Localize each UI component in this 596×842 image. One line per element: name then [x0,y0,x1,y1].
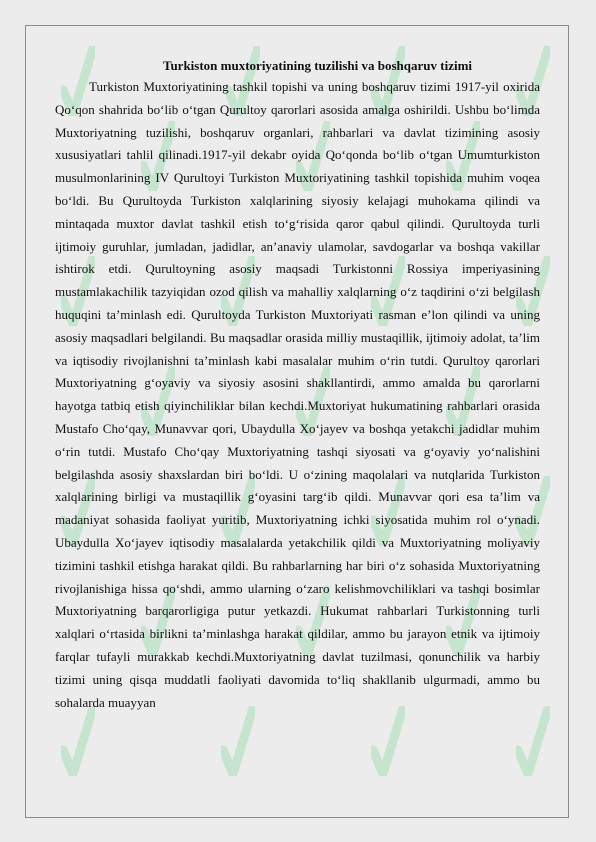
document-content [55,56,540,714]
checkmark-watermark-icon [61,706,95,776]
document-page [25,25,569,818]
checkmark-watermark-icon [371,706,405,776]
document-body-paragraph: Turkiston Muxtoriyatining tashkil topishi va uning boshqaruv tizimi 1917-yil oxirida Qo‘qon shahrida bo‘lib o‘tgan Qurultoy qarorlari asosida amalga oshirildi. Ushbu bo‘limda Muxtoriyatning tuzilishi, boshqaruv organlari, rahbarlari va davlat tizimining asosiy xususiyatlari tahlil qilinadi.1917-yil dekabr oyida Qo‘qonda bo‘lib o‘tgan Umumturkiston musulmonlarining IV Qurultoyi Turkiston Muxtoriyatining tashkil topishida muhim voqea bo‘ldi. Bu Qurultoyda Turkiston xalqlarining siyosiy kelajagi muhokama qilindi va mintaqada muxtor davlat tashkil etish to‘g‘risida qaror qabul qilindi. Qurultoyda turli ijtimoiy guruhlar, jumladan, jadidlar, an’anaviy ulamolar, savdogarlar va boshqa vakillar ishtirok etdi. Qurultoyning asosiy maqsadi Turkistonni Rossiya imperiyasining mustamlakachilik tazyiqidan ozod qilish va mahalliy xalqlarning o‘z taqdirini o‘zi belgilash huquqini ta’minlash edi. Qurultoyda Turkiston Muxtoriyati rasman e’lon qilindi va uning asosiy maqsadlari belgilandi. Bu maqsadlar orasida milliy mustaqillik, ijtimoiy adolat, ta’lim va iqtisodiy rivojlanishni ta’minlash kabi masalalar muhim o‘rin tutdi. Qurultoy qarorlari Muxtoriyatning g‘oyaviy va siyosiy asosini shakllantirdi, ammo amalda bu qarorlarni hayotga tatbiq etish qiyinchiliklar bilan kechdi.Muxtoriyat hukumatining rahbarlari orasida Mustafo Cho‘qay, Munavvar qori, Ubaydulla Xo‘jayev va boshqa yetakchi jadidlar muhim o‘rin tutdi. Mustafo Cho‘qay Muxtoriyatning tashqi siyosati va g‘oyaviy yo‘nalishini belgilashda asosiy shaxslardan biri bo‘ldi. U o‘zining maqolalari va nutqlarida Turkiston xalqlarining birligi va mustaqillik g‘oyasini targ‘ib qildi. Munavvar qori esa ta’lim va madaniyat sohasida faoliyat yuritib, Muxtoriyatning ichki siyosatida muhim rol o‘ynadi. Ubaydulla Xo‘jayev iqtisodiy masalalarda yetakchilik qildi va Muxtoriyatning moliyaviy tizimini tashkil etishga harakat qildi. Bu rahbarlarning har biri o‘z sohasida Muxtoriyatning rivojlanishiga hissa qo‘shdi, ammo ularning o‘zaro kelishmovchiliklari va tashqi bosimlar Muxtoriyatning barqarorligiga putur yetkazdi. Hukumat rahbarlari Turkistonning turli xalqlari o‘rtasida birlikni ta’minlashga harakat qildilar, ammo bu jarayon etnik va ijtimoiy farqlar tufayli murakkab kechdi.Muxtoriyatning davlat tuzilmasi, qonunchilik va harbiy tizimi uning qisqa muddatli faoliyati davomida to‘liq shakllanib ulgurmadi, ammo bu sohalarda muayyan [55,79,540,710]
document-title: Turkiston muxtoriyatining tuzilishi va boshqaruv tizimi [162,58,473,73]
checkmark-watermark-icon [221,706,255,776]
checkmark-watermark-icon [516,706,550,776]
